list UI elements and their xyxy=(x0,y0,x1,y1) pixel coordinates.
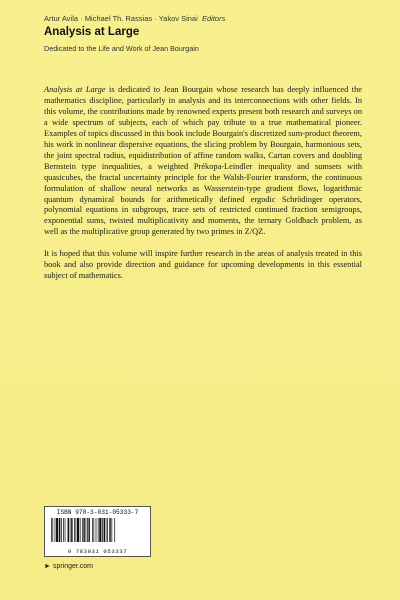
blurb-paragraph-1 xyxy=(44,85,362,238)
barcode-digits: 9 783031 053337 xyxy=(67,548,128,555)
isbn-text: ISBN 978-3-031-05333-7 xyxy=(56,509,139,516)
barcode-icon xyxy=(49,518,146,549)
book-title: Analysis at Large xyxy=(44,26,140,38)
book-subtitle: Dedicated to the Life and Work of Jean Bourgain xyxy=(44,44,199,53)
arrow-right-icon: ► xyxy=(44,563,51,570)
publisher-url-text: springer.com xyxy=(52,563,94,570)
publisher-url xyxy=(44,563,93,570)
blurb-paragraph-1-text: is dedicated to Jean Bourgain whose research has deeply influenced the mathematics discipline, particularly in analysis and its interconnections with other fields. In this volume, the contributions made by renowned experts present both research and surveys on a wide spectrum of subjects, each of which pay tribute to a true mathematical pioneer. Examples of topics discussed in this book include Bourgain's discretized sum-product theorem, his work in nonlinear dispersive equations, the slicing problem by Bourgain, harmonious sets, the joint spectral radius, equidistribution of affine random walks, Cartan covers and doubling Bernstein type inequalities, a weighted Prékopa-Leindler inequality and sumsets with quasicubes, the fractal uncertainty principle for the Walsh-Fourier transform, the continuous formulation of shallow neural networks as Wasserstein-type gradient flows, logarithmic quantum dynamical bounds for arithmetically defined ergodic Schrödinger operators, polynomial equations in subgroups, trace sets of restricted continued fraction semigroups, exponential sums, twisted multiplicativity and moments, the ternary Goldbach problem, as well as the multiplicative group generated by two primes in Z/QZ. xyxy=(44,85,362,237)
blurb-paragraph-2: It is hoped that this volume will inspire further research in the areas of analysis treated in this book and also provide direction and guidance for upcoming developments in this essential subject of mathematics. xyxy=(44,249,362,281)
blurb-title-italic: Analysis at Large xyxy=(44,85,106,94)
editors-line xyxy=(44,14,225,23)
blurb xyxy=(44,85,362,282)
editors-label: Editors xyxy=(202,14,226,23)
editor-names: Artur Avila · Michael Th. Rassias · Yakov Sinai xyxy=(44,14,198,23)
barcode-label xyxy=(44,506,151,557)
